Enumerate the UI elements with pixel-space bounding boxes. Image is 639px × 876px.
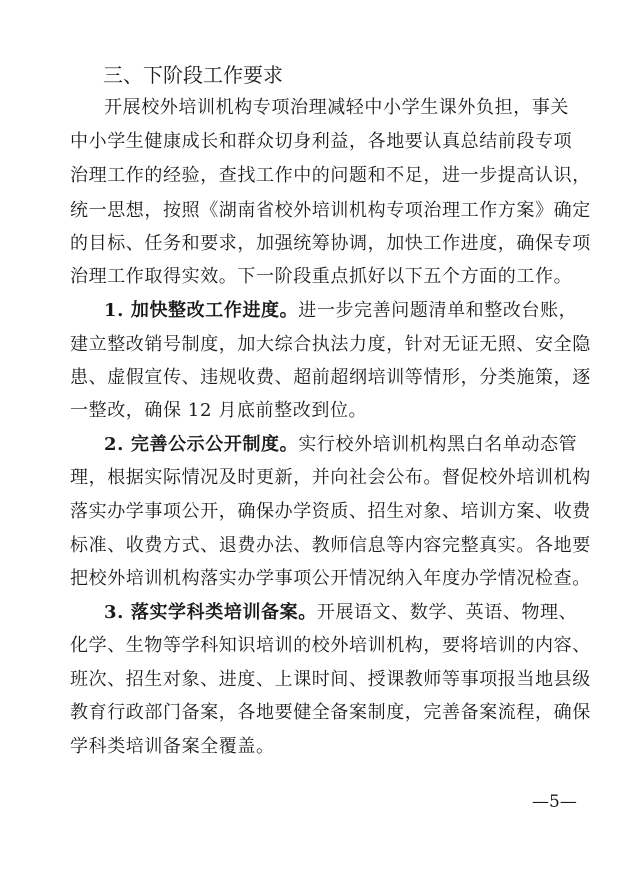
item-1-line: 患、虚假宣传、违规收费、超前超纲培训等情形，分类施策，逐 <box>70 367 591 388</box>
item-2-title: 2. 完善公示公开制度。 <box>104 434 299 455</box>
section-heading: 三、下阶段工作要求 <box>103 63 283 87</box>
item-2-line: 标准、收费方式、退费办法、教师信息等内容完整真实。各地要 <box>70 535 591 556</box>
item-1-first-rest: 进一步完善问题清单和整改台账， <box>298 300 578 321</box>
item-3-line: 班次、招生对象、进度、上课时间、授课教师等事项报当地县级 <box>70 669 591 690</box>
intro-line-4: 统一思想，按照《湖南省校外培训机构专项治理工作方案》确定 <box>70 200 591 221</box>
intro-line-1: 开展校外培训机构专项治理减轻中小学生课外负担，事关 <box>104 97 569 118</box>
item-3-line: 教育行政部门备案，各地要健全备案制度，完善备案流程，确保 <box>70 702 591 723</box>
item-2-line: 落实办学事项公开，确保办学资质、招生对象、培训方案、收费 <box>70 501 591 522</box>
intro-line-5: 的目标、任务和要求，加强统筹协调，加快工作进度，确保专项 <box>70 233 591 254</box>
item-3-line: 化学、生物等学科知识培训的校外培训机构，要将培训的内容、 <box>70 635 591 656</box>
item-1-title: 1. 加快整改工作进度。 <box>104 300 299 321</box>
item-1-line: 建立整改销号制度，加大综合执法力度，针对无证无照、安全隐 <box>70 334 591 355</box>
intro-line-3: 治理工作的经验，查找工作中的问题和不足，进一步提高认识， <box>70 165 591 186</box>
item-3-title: 3. 落实学科类培训备案。 <box>104 602 317 623</box>
item-3-first-rest: 开展语文、数学、英语、物理、 <box>316 602 578 623</box>
item-1-first-line <box>104 298 577 324</box>
item-2-first-rest: 实行校外培训机构黑白名单动态管 <box>298 434 578 455</box>
item-3-first-line <box>104 600 577 626</box>
intro-line-6: 治理工作取得实效。下一阶段重点抓好以下五个方面的工作。 <box>70 266 573 287</box>
item-2-line: 理，根据实际情况及时更新，并向社会公布。督促校外培训机构 <box>70 467 591 488</box>
page-number: —5— <box>532 792 577 812</box>
intro-line-2: 中小学生健康成长和群众切身利益，各地要认真总结前段专项 <box>70 131 573 152</box>
item-1-line: 一整改，确保 12 月底前整改到位。 <box>70 400 368 421</box>
item-3-line: 学科类培训备案全覆盖。 <box>70 736 275 757</box>
item-2-line: 把校外培训机构落实办学事项公开情况纳入年度办学情况检查。 <box>70 568 591 589</box>
item-2-first-line <box>104 432 577 458</box>
